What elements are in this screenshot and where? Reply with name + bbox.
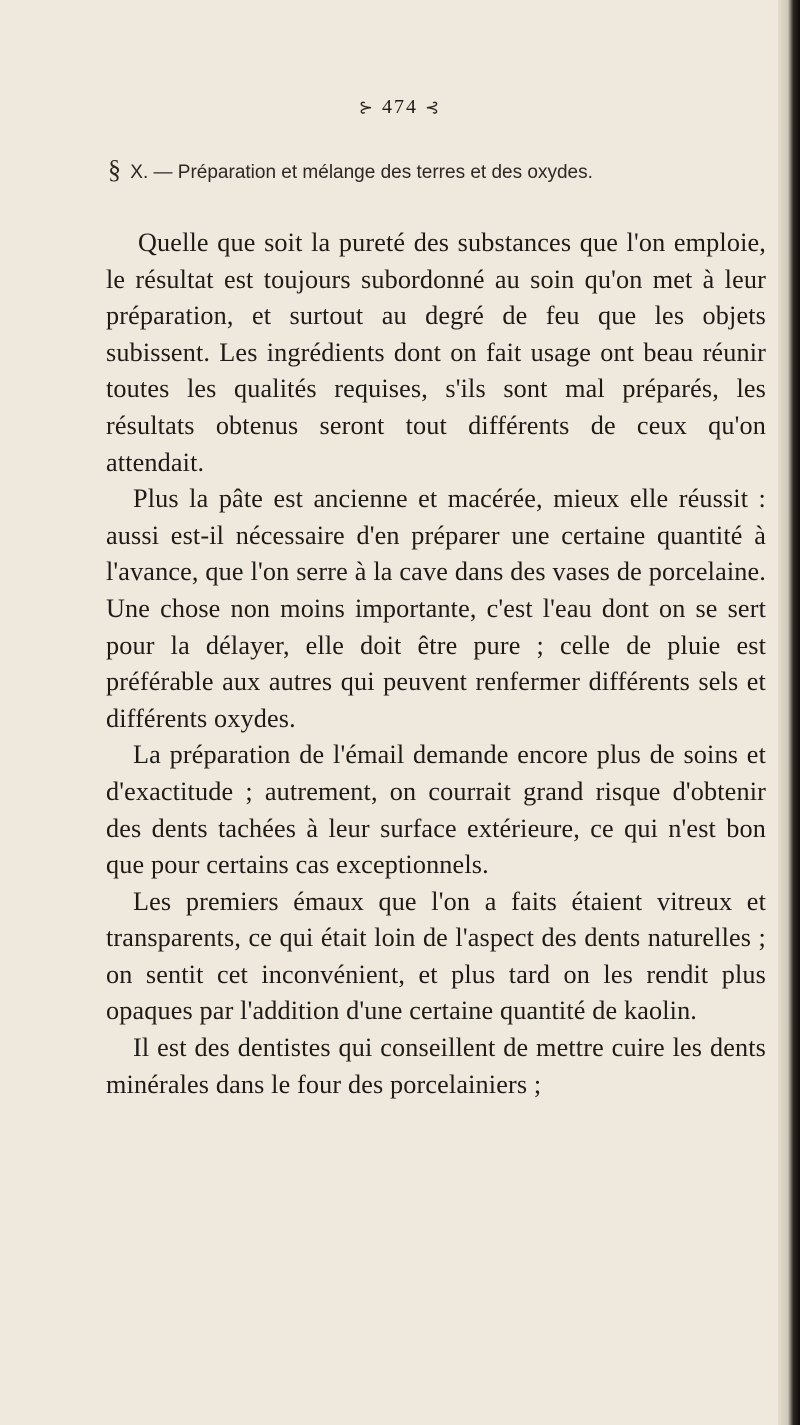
paragraph: Quelle que soit la pureté des substances que l'on emploie, le résultat est toujours subordonné au soin qu'on met à leur préparation, et surtout au degré de feu que les objets subissent. Les ingrédients dont on fait usage ont beau réunir toutes les qualités requises, s'ils sont mal préparés, les résultats obtenus seront tout différents de ceux qu'on attendait.: [106, 228, 766, 477]
ornament-right-icon: ⊰: [425, 98, 442, 117]
paragraph: Les premiers émaux que l'on a faits étaient vitreux et transparents, ce qui était loin de l'aspect des dents naturelles ; on sentit cet inconvénient, et plus tard on les rendit plus opaques par l'addition d'une certaine quantité de kaolin.: [106, 886, 766, 1026]
section-heading-text: X. — Préparation et mélange des terres et des oxydes.: [130, 162, 593, 183]
section-heading: [108, 155, 758, 185]
page-header: [0, 96, 800, 119]
page-edge-shadow: [778, 0, 800, 1425]
body-text: [106, 225, 766, 1103]
paragraph: Plus la pâte est ancienne et macérée, mieux elle réussit : aussi est-il nécessaire d'en préparer une certaine quantité à l'avance, que l'on serre à la cave dans des vases de porcelaine. Une chose non moins importante, c'est l'eau dont on se sert pour la délayer, elle doit être pure ; celle de pluie est préférable aux autres qui peuvent renfermer différents sels et différents oxydes.: [106, 484, 766, 733]
page-number: 474: [382, 96, 418, 118]
section-mark: §: [108, 155, 121, 184]
paragraph: Il est des dentistes qui conseillent de mettre cuire les dents minérales dans le four des porcelainiers ;: [106, 1033, 766, 1099]
ornament-left-icon: ⊱: [358, 98, 375, 117]
paragraph: La préparation de l'émail demande encore plus de soins et d'exactitude ; autrement, on courrait grand risque d'obtenir des dents tachées à leur surface extérieure, ce qui n'est bon que pour certains cas exceptionnels.: [106, 740, 766, 880]
